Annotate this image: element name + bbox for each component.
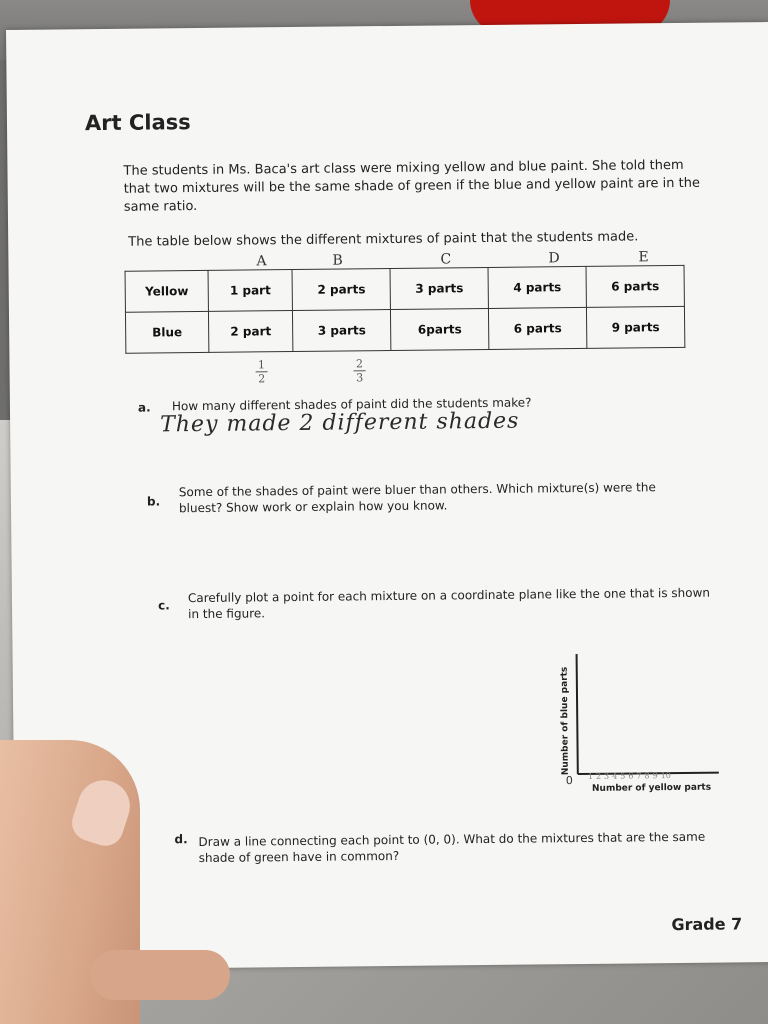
table-cell: 9 parts [586,306,684,348]
question-b-text: Some of the shades of paint were bluer than others. Which mixture(s) were the bluest? Show work or explain how you know. [178,480,656,516]
table-cell: 4 parts [488,266,586,308]
table-cell: 3 parts [293,309,391,351]
question-a-text: How many different shades of paint did the students make? [171,395,532,414]
table-cell: 2 part [208,311,293,353]
handwritten-fraction: 1 2 [255,359,267,384]
table-cell: 6 parts [489,307,587,349]
question-d-letter: d. [174,832,188,847]
row-label-blue: Blue [125,311,208,353]
column-letter: D [548,250,560,267]
page-title: Art Class [84,110,191,136]
table-row [125,306,684,353]
table-caption: The table below shows the different mixtures of paint that the students made. [128,229,639,250]
table-cell: 1 part [208,270,293,312]
question-d-text: Draw a line connecting each point to (0, 0). What do the mixtures that are the same shade of green have in common? [198,829,706,866]
grade-footer: Grade 7 [671,914,743,935]
question-b-letter: b. [146,494,161,509]
intro-paragraph: The students in Ms. Baca's art class were mixing yellow and blue paint. She told them that two mixtures will be the same shade of green if the blue and yellow paint are in the same ratio. [123,157,701,215]
question-c-letter: c. [157,598,170,613]
handwritten-fraction: 2 3 [353,358,365,383]
table-cell: 6parts [391,308,489,350]
column-letter: E [638,249,649,266]
y-axis-label: Number of blue parts [559,666,571,776]
handwritten-answer-a: They made 2 different shades [160,408,520,438]
column-letter: A [256,253,267,270]
finger [90,950,230,1000]
question-a-letter: a. [137,400,151,415]
paint-mixture-table [125,265,686,354]
origin-label: 0 [565,774,573,788]
table-row [125,265,684,312]
x-axis-label: Number of yellow parts [591,782,712,794]
x-axis-ticks: 1 2 3 4 5 6 7 8 9 10 [587,771,671,781]
table-cell: 6 parts [586,265,684,307]
column-letter: B [332,252,343,269]
coordinate-plane-figure [552,643,724,805]
table-cell: 3 parts [390,267,488,309]
column-letter: C [440,251,452,268]
row-label-yellow: Yellow [125,270,208,312]
table-cell: 2 parts [292,268,390,310]
question-c-text: Carefully plot a point for each mixture on a coordinate plane like the one that is shown in the figure. [187,585,711,622]
